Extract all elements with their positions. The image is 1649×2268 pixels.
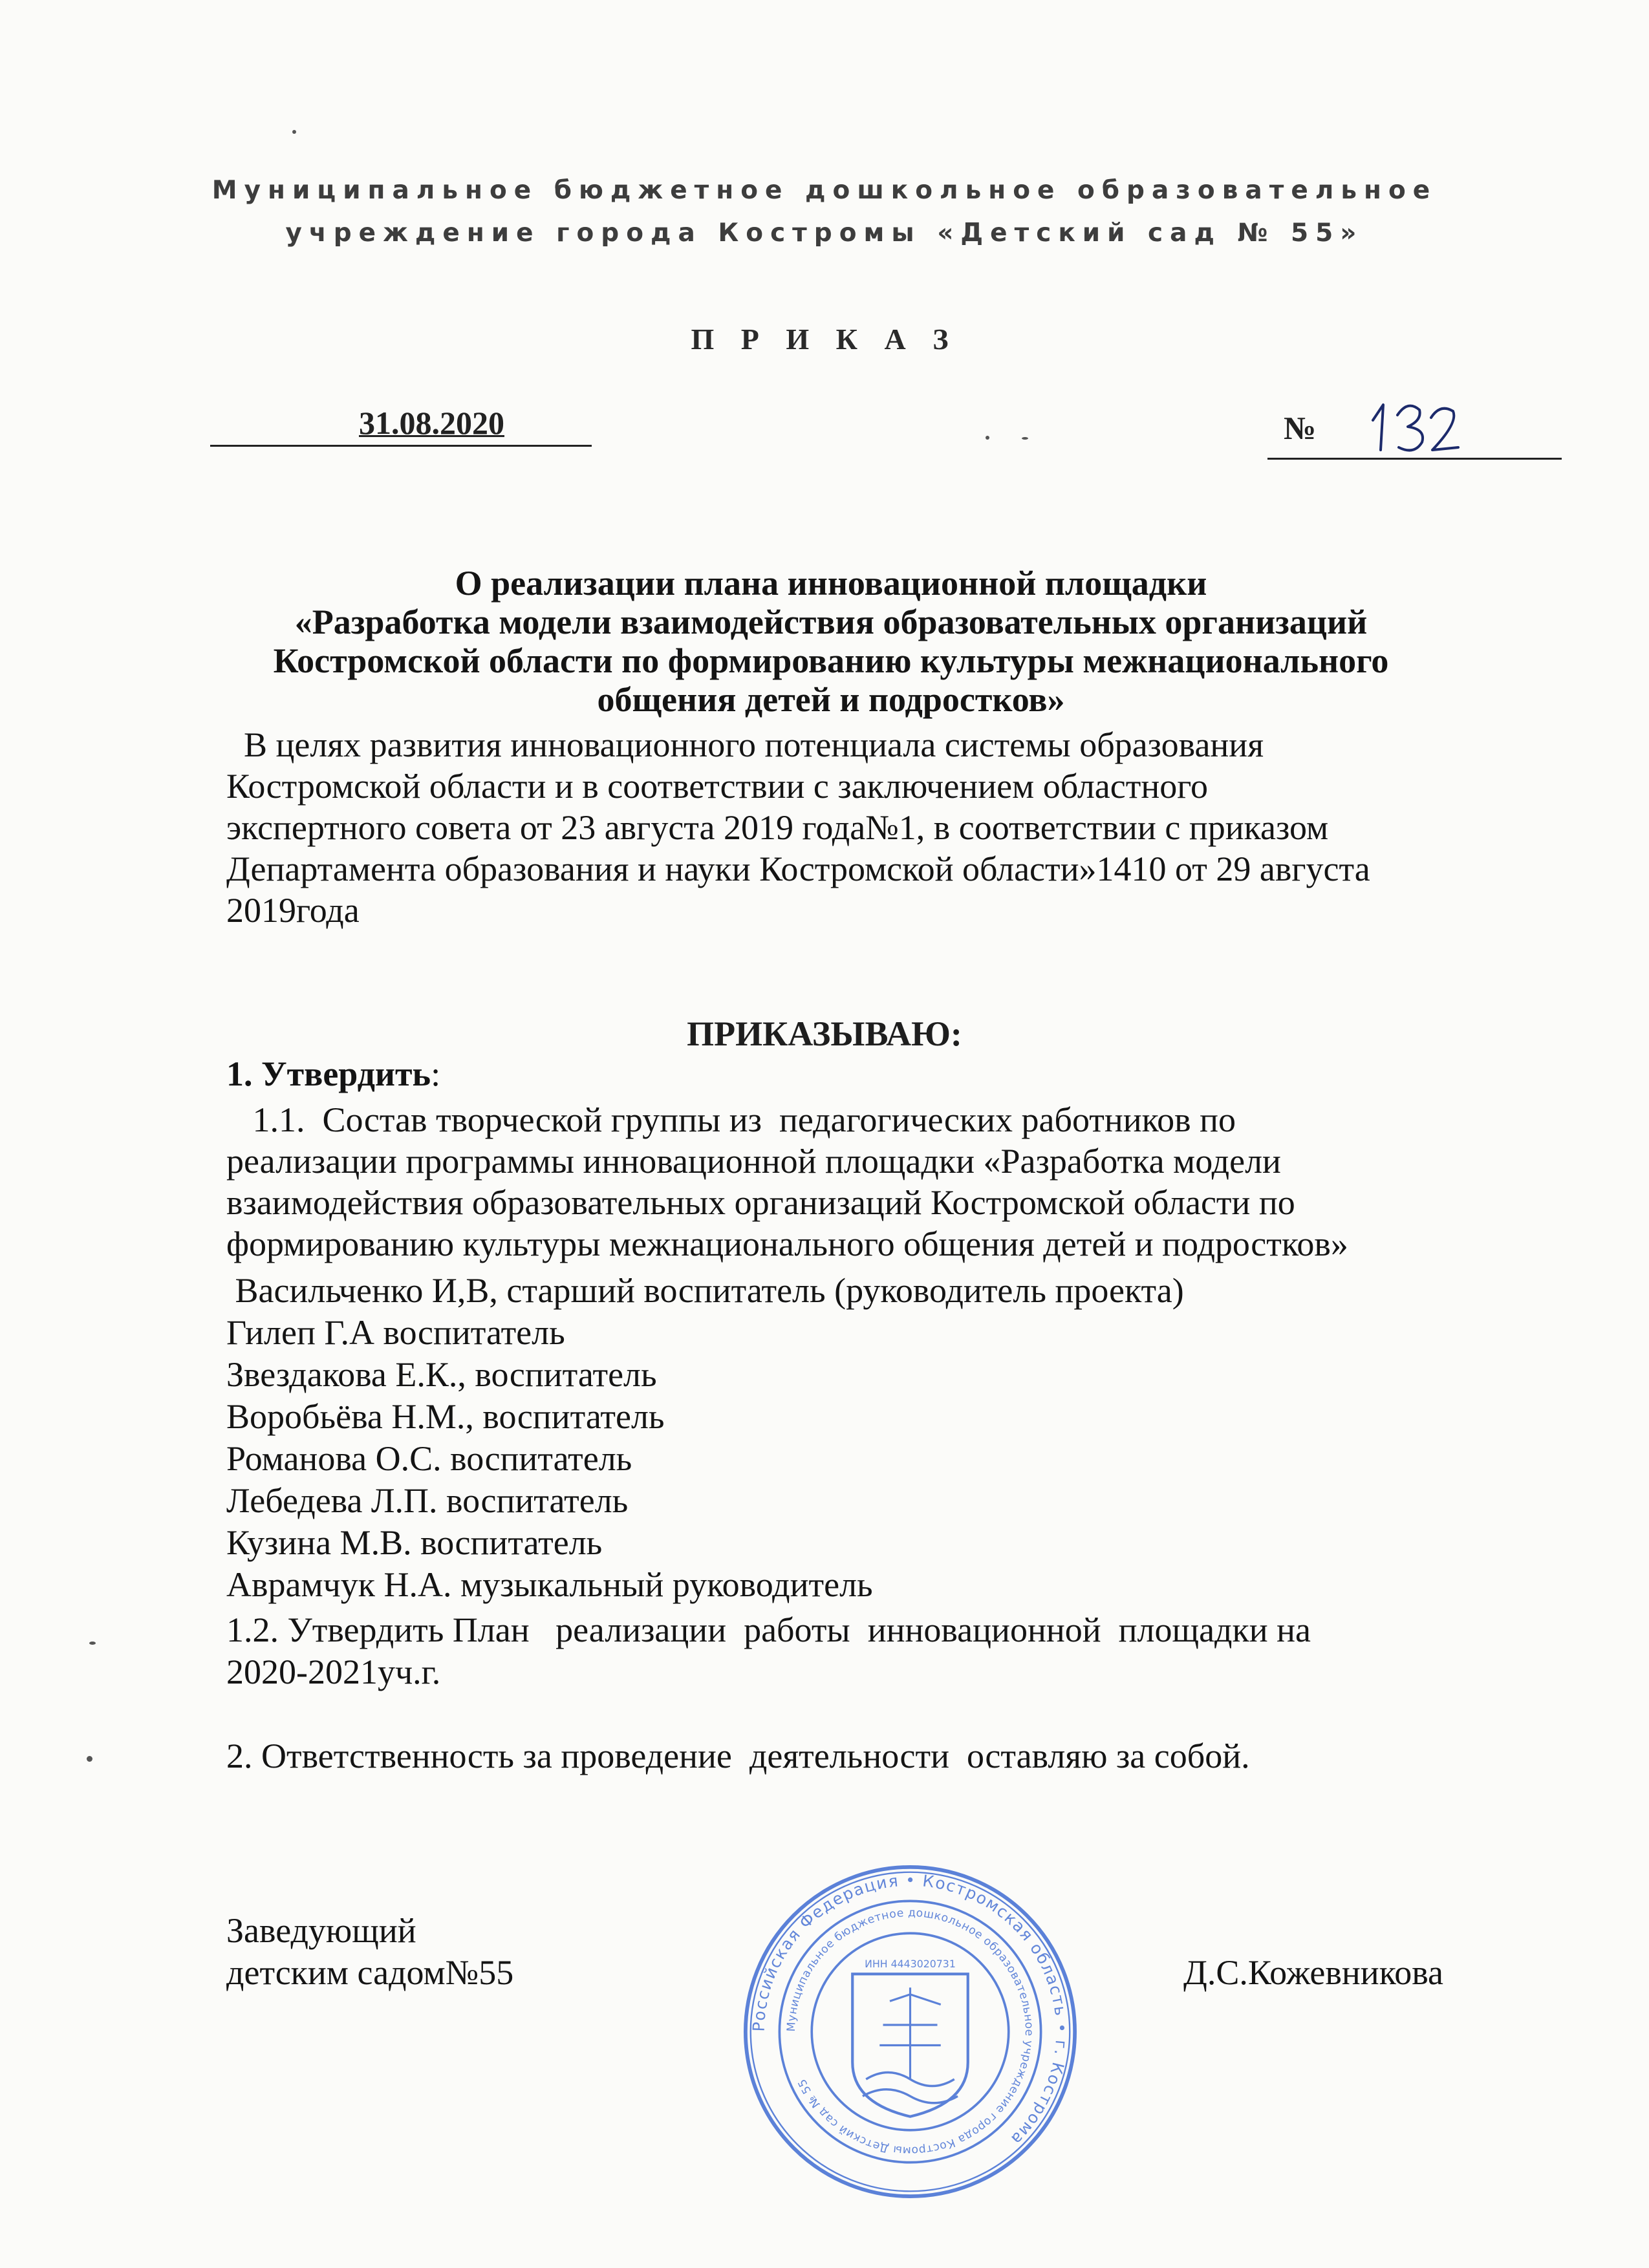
scan-speck [292,130,296,134]
stamp-outer-text: Российская Федерация • Костромская область • г. Кострома [749,1870,1072,2150]
clause-1-heading [226,1054,440,1094]
preamble-line: Костромской области и в соответствии с заключением областного [226,767,1209,806]
official-stamp [740,1862,1080,2201]
preamble-line: В целях развития инновационного потенциала системы образования [226,725,1264,764]
order-date: 31.08.2020 [359,405,504,441]
subject-line: Костромской области по формированию культуры межнационального [273,641,1389,680]
clause-1-1 [226,1099,1487,1265]
scan-speck [87,1756,92,1762]
member-list-item: Аврамчук Н.А. музыкальный руководитель [226,1565,873,1604]
clause-1-2-line: 2020-2021уч.г. [226,1653,441,1691]
clause-1-heading-text: 1. Утвердить [226,1054,431,1093]
member-list-item: Васильченко И,В, старший воспитатель (руководитель проекта) [226,1271,1184,1310]
order-subject [194,564,1468,719]
number-underline [1267,458,1562,460]
document-title: П Р И К А З [691,323,958,356]
subject-line: общения детей и подростков» [597,680,1065,719]
preamble-line: Департамента образования и науки Костромской области»1410 от 29 августа [226,850,1370,888]
organization-name-line2: учреждение города Костромы «Детский сад № 55» [285,219,1364,248]
clause-1-1-line: формированию культуры межнационального общения детей и подростков» [226,1225,1348,1263]
clause-1-1-line: 1.1. Состав творческой группы из педагогических работников по [226,1100,1236,1139]
clause-1-2-line: 1.2. Утвердить План реализации работы инновационной площадки на [226,1610,1311,1649]
order-number-sign: № [1284,410,1317,446]
clause-2: 2. Ответственность за проведение деятельности оставляю за собой. [226,1737,1250,1775]
preamble [226,724,1487,931]
clause-1-1-line: реализации программы инновационной площадки «Разработка модели [226,1142,1281,1181]
scan-speck [89,1642,96,1645]
member-list-item: Гилеп Г.А воспитатель [226,1313,565,1352]
organization-name-line1: Муниципальное бюджетное дошкольное образовательное [211,176,1438,205]
signatory-position-line2: детским садом№55 [226,1953,514,1992]
order-word: ПРИКАЗЫВАЮ: [687,1014,962,1053]
signatory-position-line1: Заведующий [226,1911,416,1950]
subject-line: О реализации плана инновационной площадки [455,564,1207,603]
member-list-item: Романова О.С. воспитатель [226,1439,632,1478]
preamble-line: 2019года [226,891,360,930]
scan-speck [986,436,989,440]
member-list-item: Лебедева Л.П. воспитатель [226,1481,629,1520]
subject-line: «Разработка модели взаимодействия образовательных организаций [294,603,1368,641]
member-list-item: Воробьёва Н.М., воспитатель [226,1397,665,1436]
date-underline [210,445,592,447]
signatory-name: Д.С.Кожевникова [1183,1953,1443,1992]
stamp-inner-text: Муниципальное бюджетное дошкольное образовательное учреждение города Костромы Детский сад № 55 [784,1906,1036,2157]
member-list-item: Кузина М.В. воспитатель [226,1523,603,1562]
preamble-line: экспертного совета от 23 августа 2019 года№1, в соответствии с приказом [226,808,1329,847]
clause-1-1-line: взаимодействия образовательных организаций Костромской области по [226,1183,1295,1222]
scan-speck [1022,437,1028,440]
stamp-inn: ИНН 4443020731 [865,1957,956,1970]
clause-1-heading-colon: : [431,1054,441,1093]
handwritten-order-number [1368,396,1465,457]
member-list-item: Звездакова Е.К., воспитатель [226,1355,657,1394]
